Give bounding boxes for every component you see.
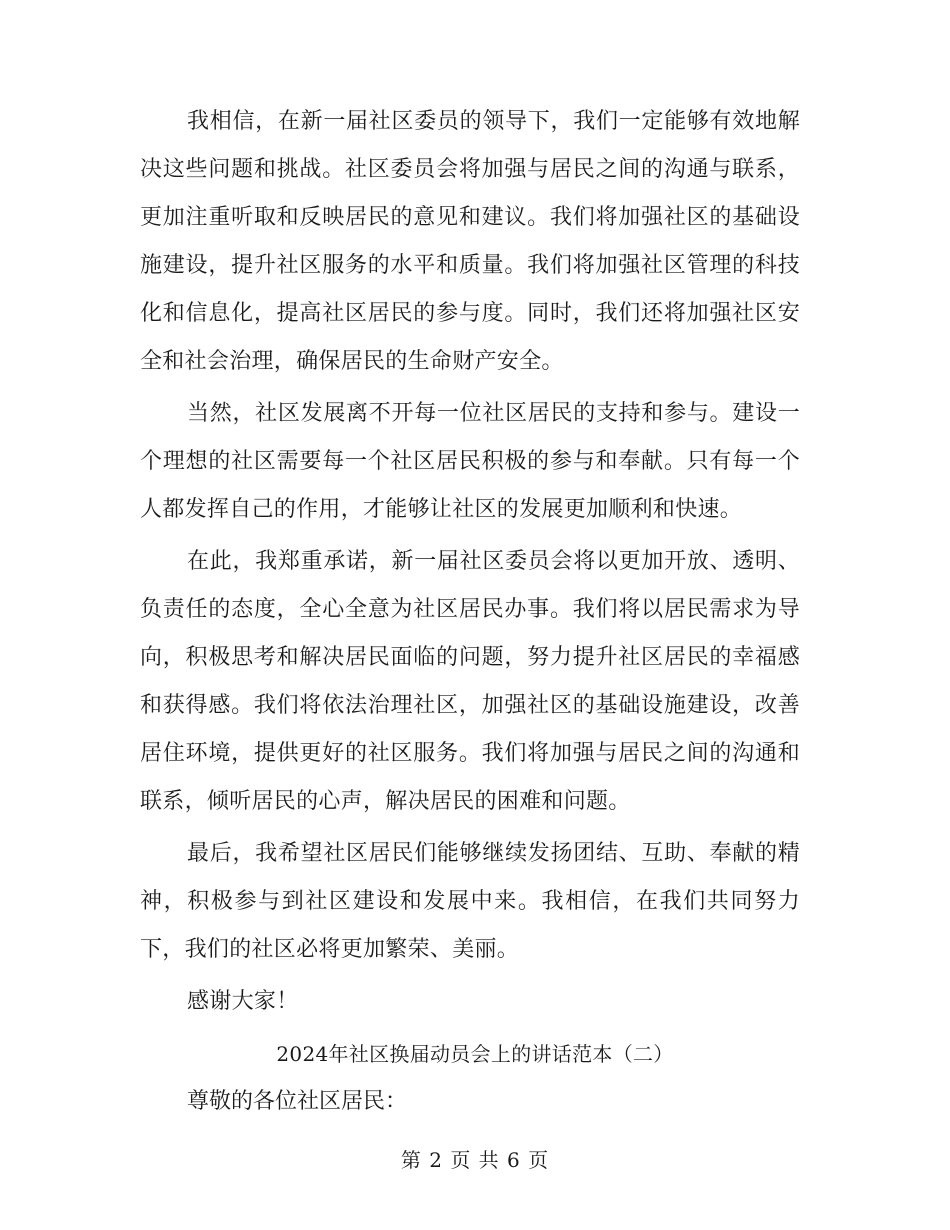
page-footer: 第 2 页 共 6 页 bbox=[400, 1148, 550, 1172]
paragraph-2: 当然，社区发展离不开每一位社区居民的支持和参与。建设一个理想的社区需要每一个社区居民积极的参与和奉献。只有每一个人都发挥自己的作用，才能够让社区的发展更加顺利和快速。 bbox=[140, 401, 800, 522]
section-heading: 2024年社区换届动员会上的讲话范本（二） bbox=[276, 1042, 674, 1066]
salutation: 尊敬的各位社区居民： bbox=[187, 1089, 408, 1114]
closing-thanks: 感谢大家！ bbox=[187, 989, 299, 1014]
document-body bbox=[140, 98, 800, 1126]
paragraph-4: 最后，我希望社区居民们能够继续发扬团结、互助、奉献的精神，积极参与到社区建设和发展中来。我相信，在我们共同努力下，我们的社区必将更加繁荣、美丽。 bbox=[140, 841, 800, 962]
paragraph-1: 我相信，在新一届社区委员的领导下，我们一定能够有效地解决这些问题和挑战。社区委员会将加强与居民之间的沟通与联系，更加注重听取和反映居民的意见和建议。我们将加强社区的基础设施建设，提升社区服务的水平和质量。我们将加强社区管理的科技化和信息化，提高社区居民的参与度。同时，我们还将加强社区安全和社会治理，确保居民的生命财产安全。 bbox=[140, 109, 800, 374]
paragraph-3: 在此，我郑重承诺，新一届社区委员会将以更加开放、透明、负责任的态度，全心全意为社区居民办事。我们将以居民需求为导向，积极思考和解决居民面临的问题，努力提升社区居民的幸福感和获得感。我们将依法治理社区，加强社区的基础设施建设，改善居住环境，提供更好的社区服务。我们将加强与居民之间的沟通和联系，倾听居民的心声，解决居民的困难和问题。 bbox=[140, 549, 800, 814]
